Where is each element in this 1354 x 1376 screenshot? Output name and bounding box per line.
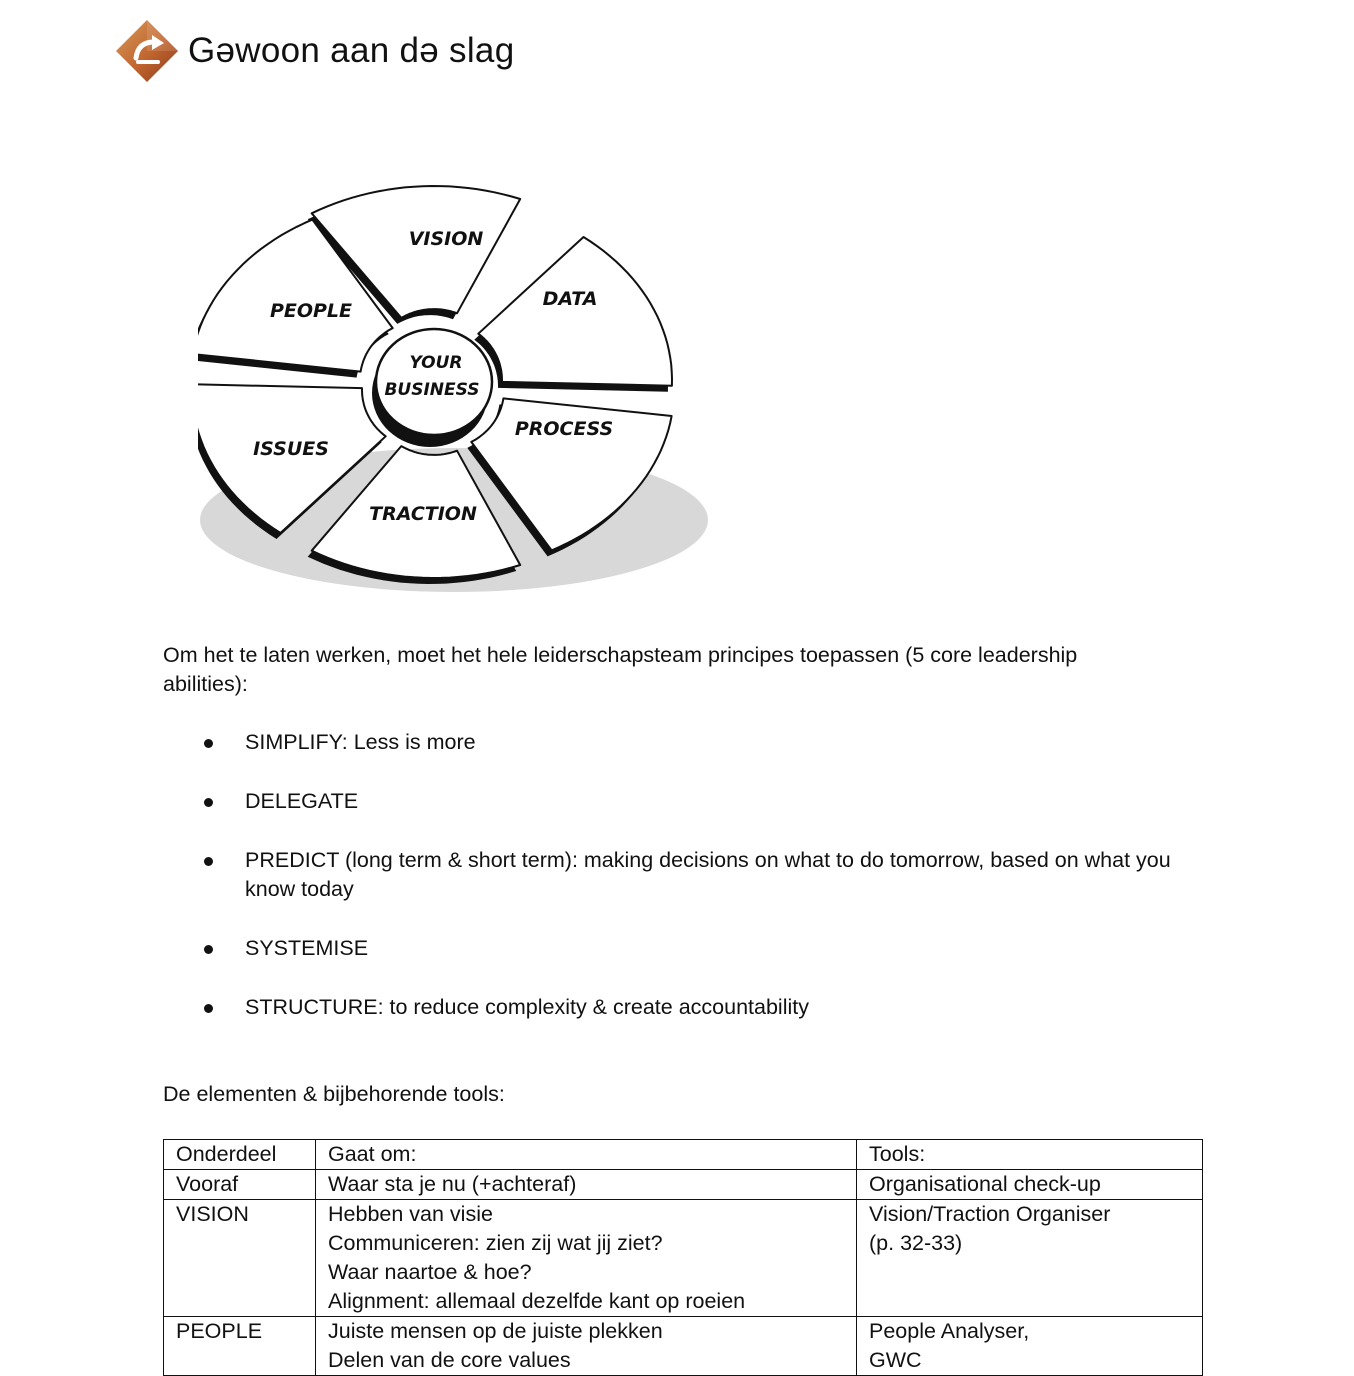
arrow-diamond-icon: [114, 18, 180, 84]
table-cell-tools: [857, 1170, 1203, 1200]
list-item-text: DELEGATE: [245, 789, 359, 813]
table-cell-onderdeel: VISION: [164, 1200, 316, 1317]
table-cell-gaat-om: [316, 1170, 857, 1200]
segment-data-face: [478, 237, 672, 386]
segment-issues-label: ISSUES: [253, 438, 329, 460]
cell-line: Communiceren: zien zij wat jij ziet?: [328, 1231, 663, 1255]
table-cell-tools: [857, 1317, 1203, 1376]
segment-vision-label: VISION: [408, 228, 484, 250]
list-item: [163, 846, 1203, 904]
bullet-icon: [204, 798, 213, 807]
list-item: [163, 993, 1203, 1022]
table-cell-onderdeel: PEOPLE: [164, 1317, 316, 1376]
list-item: [163, 787, 1203, 816]
bullet-icon: [204, 945, 213, 954]
cell-line: People Analyser,: [869, 1319, 1030, 1343]
list-item: [163, 728, 1203, 757]
table-row: [164, 1170, 1203, 1200]
list-item-text: SIMPLIFY: Less is more: [245, 730, 476, 754]
list-item-text: STRUCTURE: to reduce complexity & create accountability: [245, 995, 809, 1019]
table-row: [164, 1317, 1203, 1376]
wheel-hub: [372, 329, 492, 447]
table-header-cell: Tools:: [857, 1140, 1203, 1170]
cell-line: Organisational check-up: [869, 1172, 1101, 1196]
brand-logo: [114, 18, 514, 84]
cell-line: Alignment: allemaal dezelfde kant op roeien: [328, 1289, 746, 1313]
table-cell-tools: [857, 1200, 1203, 1317]
segment-process-label: PROCESS: [514, 418, 614, 440]
list-item-text: SYSTEMISE: [245, 936, 369, 960]
elements-tools-table: [163, 1139, 1203, 1376]
list-item-text: PREDICT (long term & short term): making decisions on what to do tomorrow, based on what you know today: [245, 848, 1171, 901]
segment-traction-label: TRACTION: [369, 503, 477, 525]
cell-line: GWC: [869, 1348, 922, 1372]
leadership-abilities-list: [163, 728, 1203, 1052]
segment-data-label: DATA: [542, 288, 598, 310]
table-row: [164, 1200, 1203, 1317]
table-cell-gaat-om: [316, 1317, 857, 1376]
cell-line: (p. 32-33): [869, 1231, 963, 1255]
intro-paragraph: Om het te laten werken, moet het hele leiderschapsteam principes toepassen (5 core leadership abilities):: [163, 643, 1078, 696]
table-header-row: [164, 1140, 1203, 1170]
segment-people-label: PEOPLE: [269, 300, 353, 322]
bullet-icon: [204, 857, 213, 866]
business-wheel-diagram: [198, 160, 738, 605]
cell-line: Delen van de core values: [328, 1348, 571, 1372]
table-cell-onderdeel: Vooraf: [164, 1170, 316, 1200]
bullet-icon: [204, 1004, 213, 1013]
cell-line: Vision/Traction Organiser: [869, 1202, 1111, 1226]
hub-label-line-2: BUSINESS: [384, 380, 480, 400]
list-item: [163, 934, 1203, 963]
cell-line: Waar sta je nu (+achteraf): [328, 1172, 577, 1196]
brand-name: Gəwoon aan də slag: [188, 31, 515, 70]
section-subheading: De elementen & bijbehorende tools:: [163, 1082, 505, 1106]
cell-line: Juiste mensen op de juiste plekken: [328, 1319, 663, 1343]
table-header-cell: Gaat om:: [316, 1140, 857, 1170]
table-cell-gaat-om: [316, 1200, 857, 1317]
cell-line: Hebben van visie: [328, 1202, 493, 1226]
segment-data: [474, 237, 672, 392]
hub-label-line-1: YOUR: [409, 353, 463, 373]
bullet-icon: [204, 739, 213, 748]
table-header-cell: Onderdeel: [164, 1140, 316, 1170]
cell-line: Waar naartoe & hoe?: [328, 1260, 532, 1284]
